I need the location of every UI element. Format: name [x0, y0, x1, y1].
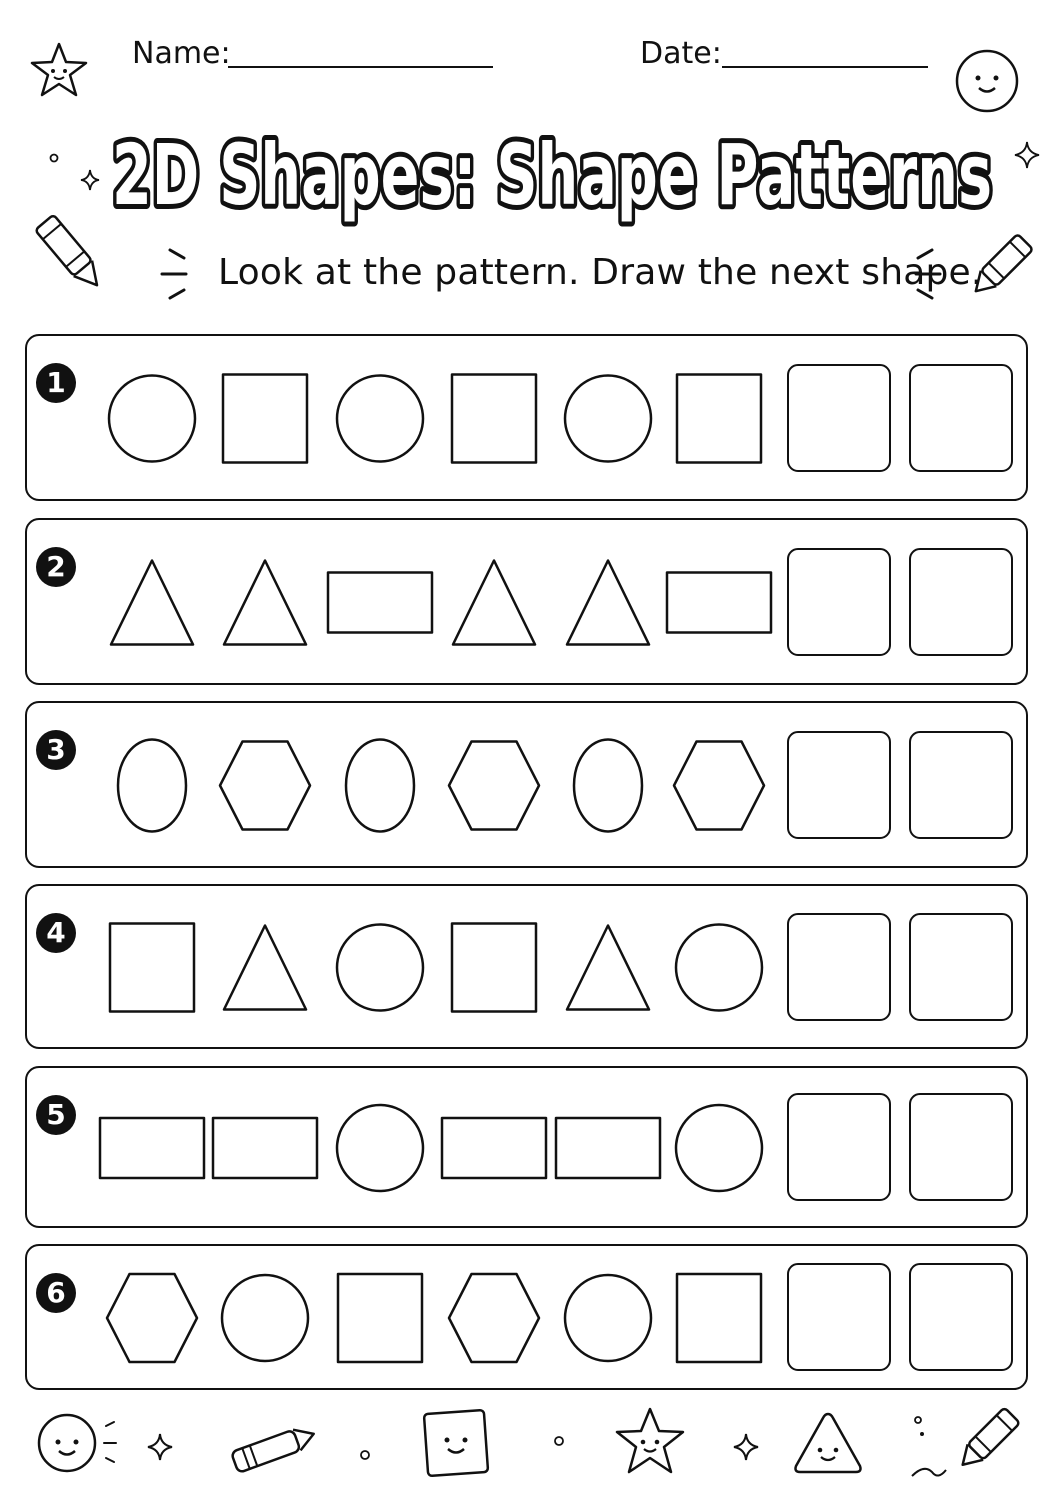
rectangle-shape: [556, 1118, 660, 1178]
triangle-face-icon: [790, 1408, 866, 1478]
star-face-icon: [28, 40, 90, 102]
smiley-face-icon: [36, 1412, 126, 1474]
row-number-badge: 5: [36, 1095, 76, 1135]
row-number-badge: 4: [36, 913, 76, 953]
circle-shape: [565, 376, 651, 462]
instructions: Look at the pattern. Draw the next shape.: [218, 252, 983, 293]
title-text: 2D Shapes: Shape Patterns: [112, 126, 992, 224]
answer-box[interactable]: [909, 913, 1013, 1021]
square-shape: [223, 375, 307, 463]
oval-shape: [118, 740, 186, 832]
triangle-shape: [224, 561, 306, 645]
pattern-row-5: [25, 1066, 1028, 1228]
square-shape: [110, 924, 194, 1012]
triangle-shape: [567, 926, 649, 1010]
circle-shape: [337, 925, 423, 1011]
answer-box[interactable]: [909, 548, 1013, 656]
square-shape: [452, 375, 536, 463]
answer-box[interactable]: [787, 1263, 891, 1371]
triangle-shape: [111, 561, 193, 645]
square-shape: [677, 1274, 761, 1362]
oval-shape: [346, 740, 414, 832]
sparkle-icon: [732, 1432, 760, 1462]
sparkle-icon: [146, 1432, 174, 1462]
answer-box[interactable]: [909, 364, 1013, 472]
answer-box[interactable]: [909, 731, 1013, 839]
name-line[interactable]: [228, 66, 493, 68]
rectangle-shape: [213, 1118, 317, 1178]
answer-box[interactable]: [909, 1263, 1013, 1371]
square-shape: [677, 375, 761, 463]
worksheet-title: [100, 108, 1005, 228]
square-face-icon: [418, 1404, 494, 1482]
row-number-badge: 6: [36, 1273, 76, 1313]
answer-box[interactable]: [787, 1093, 891, 1201]
square-shape: [452, 924, 536, 1012]
smiley-face-icon: [954, 48, 1020, 114]
answer-box[interactable]: [787, 548, 891, 656]
hexagon-shape: [449, 742, 539, 830]
hexagon-shape: [449, 1274, 539, 1362]
triangle-shape: [567, 561, 649, 645]
circle-shape: [222, 1275, 308, 1361]
circle-shape: [676, 1105, 762, 1191]
triangle-shape: [224, 926, 306, 1010]
circle-shape: [109, 376, 195, 462]
pattern-row-1: [25, 334, 1028, 501]
answer-box[interactable]: [787, 913, 891, 1021]
circle-shape: [337, 1105, 423, 1191]
hexagon-shape: [107, 1274, 197, 1362]
rectangle-shape: [328, 573, 432, 633]
square-shape: [338, 1274, 422, 1362]
pattern-row-4: [25, 884, 1028, 1049]
pattern-row-3: [25, 701, 1028, 868]
triangle-shape: [453, 561, 535, 645]
pattern-row-2: [25, 518, 1028, 685]
row-number-badge: 1: [36, 363, 76, 403]
pattern-row-6: [25, 1244, 1028, 1390]
date-line[interactable]: [722, 66, 928, 68]
answer-box[interactable]: [787, 364, 891, 472]
crayon-icon: [30, 205, 110, 301]
circle-shape: [565, 1275, 651, 1361]
rectangle-shape: [100, 1118, 204, 1178]
sparkle-icon: [1012, 140, 1042, 170]
row-number-badge: 3: [36, 730, 76, 770]
pencil-icon: [222, 1418, 322, 1478]
circle-shape: [337, 376, 423, 462]
date-label: Date:: [640, 36, 722, 71]
hexagon-shape: [674, 742, 764, 830]
oval-shape: [574, 740, 642, 832]
name-label: Name:: [132, 36, 231, 71]
answer-box[interactable]: [787, 731, 891, 839]
hexagon-shape: [220, 742, 310, 830]
rectangle-shape: [442, 1118, 546, 1178]
star-face-icon: [612, 1404, 688, 1480]
dot-icon: [358, 1448, 372, 1462]
rectangle-shape: [667, 573, 771, 633]
sparkle-icon: [46, 148, 106, 196]
row-number-badge: 2: [36, 547, 76, 587]
crayon-icon: [906, 1398, 1026, 1488]
circle-shape: [676, 925, 762, 1011]
emphasis-lines-icon: [156, 244, 192, 302]
answer-box[interactable]: [909, 1093, 1013, 1201]
dot-icon: [552, 1434, 566, 1448]
